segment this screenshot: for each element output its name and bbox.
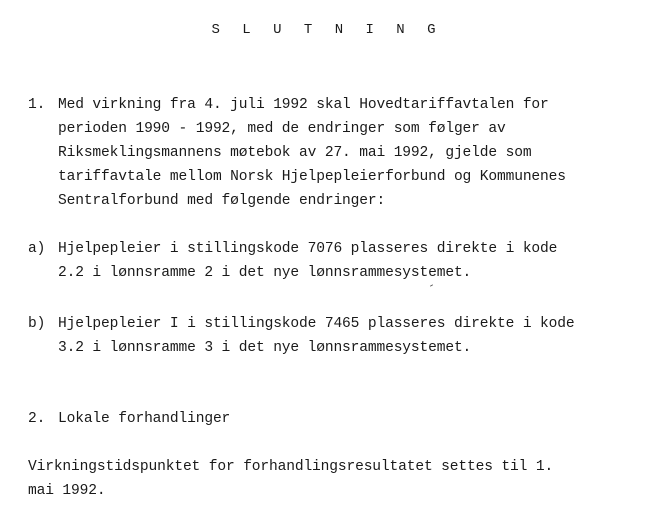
section-1-line-1: Med virkning fra 4. juli 1992 skal Hovedtariffavtalen for	[58, 97, 549, 113]
item-b-line-2: 3.2 i lønnsramme 3 i det nye lønnsrammesystemet.	[58, 340, 472, 356]
section-1-line-3: Riksmeklingsmannens møtebok av 27. mai 1992, gjelde som	[58, 145, 532, 161]
item-a-marker: a)	[28, 241, 46, 257]
section-2-line-1: Virkningstidspunktet for forhandlingsresultatet settes til 1.	[28, 459, 554, 475]
item-b-marker: b)	[28, 316, 46, 332]
section-1-line-5: Sentralforbund med følgende endringer:	[58, 193, 386, 209]
section-2-number: 2.	[28, 411, 46, 427]
document-title: S L U T N I N G	[211, 22, 443, 38]
section-2-heading: Lokale forhandlinger	[58, 411, 231, 427]
section-2-line-2: mai 1992.	[28, 483, 106, 499]
item-a-line-2: 2.2 i lønnsramme 2 i det nye lønnsrammesystemet.	[58, 265, 472, 281]
section-1-line-2: perioden 1990 - 1992, med de endringer som følger av	[58, 121, 506, 137]
section-1-number: 1.	[28, 97, 46, 113]
item-a-line-1: Hjelpepleier i stillingskode 7076 plasseres direkte i kode	[58, 241, 558, 257]
section-1-line-4: tariffavtale mellom Norsk Hjelpepleierforbund og Kommunenes	[58, 169, 566, 185]
scan-speck	[430, 284, 433, 286]
item-b-line-1: Hjelpepleier I i stillingskode 7465 plasseres direkte i kode	[58, 316, 575, 332]
